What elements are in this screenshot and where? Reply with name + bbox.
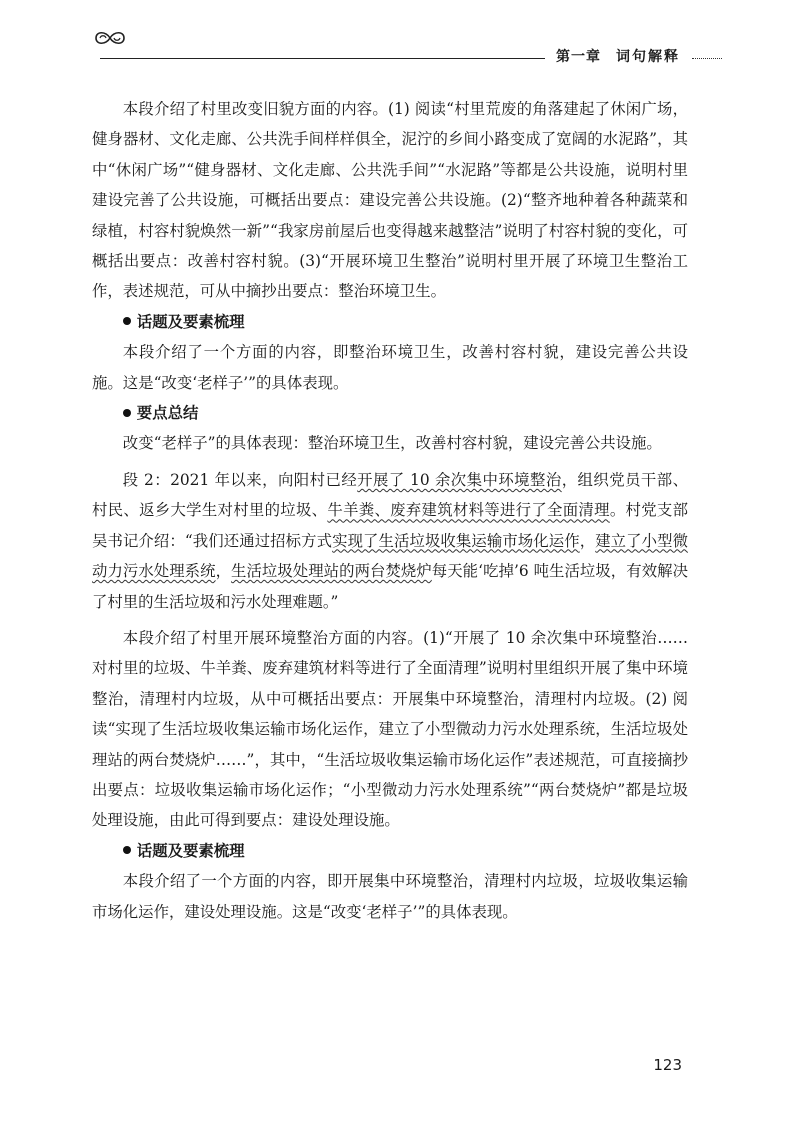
header-rule — [100, 58, 545, 59]
section-heading — [92, 836, 688, 866]
wavy-underlined-text: 实现了生活垃圾收集运输市场化运作 — [332, 531, 580, 550]
page-body — [92, 94, 688, 927]
wavy-underlined-text: 建立了小型微动力污水处理系统 — [92, 531, 688, 581]
bullet-icon — [123, 846, 131, 854]
bullet-icon — [123, 317, 131, 325]
source-passage — [92, 465, 688, 617]
passage-text: ， — [579, 531, 596, 550]
paragraph-1: 本段介绍了村里改变旧貌方面的内容。(1) 阅读“村里荒废的角落建起了休闲广场，健身器材、文化走廊、公共洗手间样样俱全，泥泞的乡间小路变成了宽阔的水泥路”，其中“休闲广场”“健身器材、文化走廊、公共洗手间”“水泥路”等都是公共设施，说明村里建设完善了公共设施，可概括出要点：建设完善公共设施。(2)“整齐地种着各种蔬菜和绿植，村容村貌焕然一新”“我家房前屋后也变得越来越整洁”说明了村容村貌的变化，可概括出要点：改善村容村貌。(3)“开展环境卫生整治”说明村里开展了环境卫生整治工作，表述规范，可从中摘抄出要点：整治环境卫生。 — [92, 100, 688, 301]
heading-text: 话题及要素梳理 — [136, 312, 245, 331]
header-dash — [692, 58, 722, 59]
section-heading — [92, 398, 688, 428]
paragraph-3: 改变“老样子”的具体表现：整治环境卫生，改善村容村貌，建设完善公共设施。 — [122, 434, 662, 453]
wavy-underlined-text: 生活垃圾处理站的两台焚烧炉 — [231, 562, 432, 581]
passage-text: 段 2：2021 年以来，向阳村已经 — [122, 470, 358, 489]
chapter-label: 第一章 — [556, 49, 601, 65]
wavy-underlined-text: 开展了 10 余次集中环境整治 — [357, 470, 562, 489]
passage-text: 。村党支部吴书记介绍：“我们还通过招标方式 — [92, 501, 688, 550]
paragraph-6: 本段介绍了一个方面的内容，即开展集中环境整治，清理村内垃圾，垃圾收集运输市场化运作，建设处理设施。这是“改变‘老样子’”的具体表现。 — [92, 872, 688, 921]
paragraph-5: 本段介绍了村里开展环境整治方面的内容。(1)“开展了 10 余次集中环境整治……对村里的垃圾、牛羊粪、废弃建筑材料等进行了全面清理”说明村里组织开展了集中环境整治，清理村内垃圾，从中可概括出要点：开展集中环境整治，清理村内垃圾。(2) 阅读“实现了生活垃圾收集运输市场化运作，建立了小型微动力污水处理系统，生活垃圾处理站的两台焚烧炉……”，其中，“生活垃圾收集运输市场化运作”表述规范，可直接摘抄出要点：垃圾收集运输市场化运作；“小型微动力污水处理系统”“两台焚烧炉”都是垃圾处理设施，由此可得到要点：建设处理设施。 — [92, 628, 688, 830]
passage-text: 每天能‘吃掉’6 吨生活垃圾，有效解决了村里的生活垃圾和污水处理难题。” — [92, 562, 688, 611]
chapter-subtitle: 词句解释 — [616, 49, 680, 65]
passage-text: ，组织党员干部、村民、返乡大学生对村里的垃圾、 — [92, 470, 689, 520]
ornament-icon — [92, 28, 132, 48]
section-heading — [92, 307, 688, 337]
heading-text: 话题及要素梳理 — [136, 841, 245, 860]
heading-text: 要点总结 — [136, 404, 199, 423]
wavy-underlined-text: 牛羊粪、废弃建筑材料等进行了全面清理 — [327, 501, 610, 520]
bullet-icon — [123, 409, 131, 417]
page-number: 123 — [653, 1056, 682, 1074]
paragraph-2: 本段介绍了一个方面的内容，即整治环境卫生，改善村容村貌，建设完善公共设施。这是“改变‘老样子’”的具体表现。 — [92, 343, 688, 392]
passage-text: ， — [215, 562, 232, 581]
